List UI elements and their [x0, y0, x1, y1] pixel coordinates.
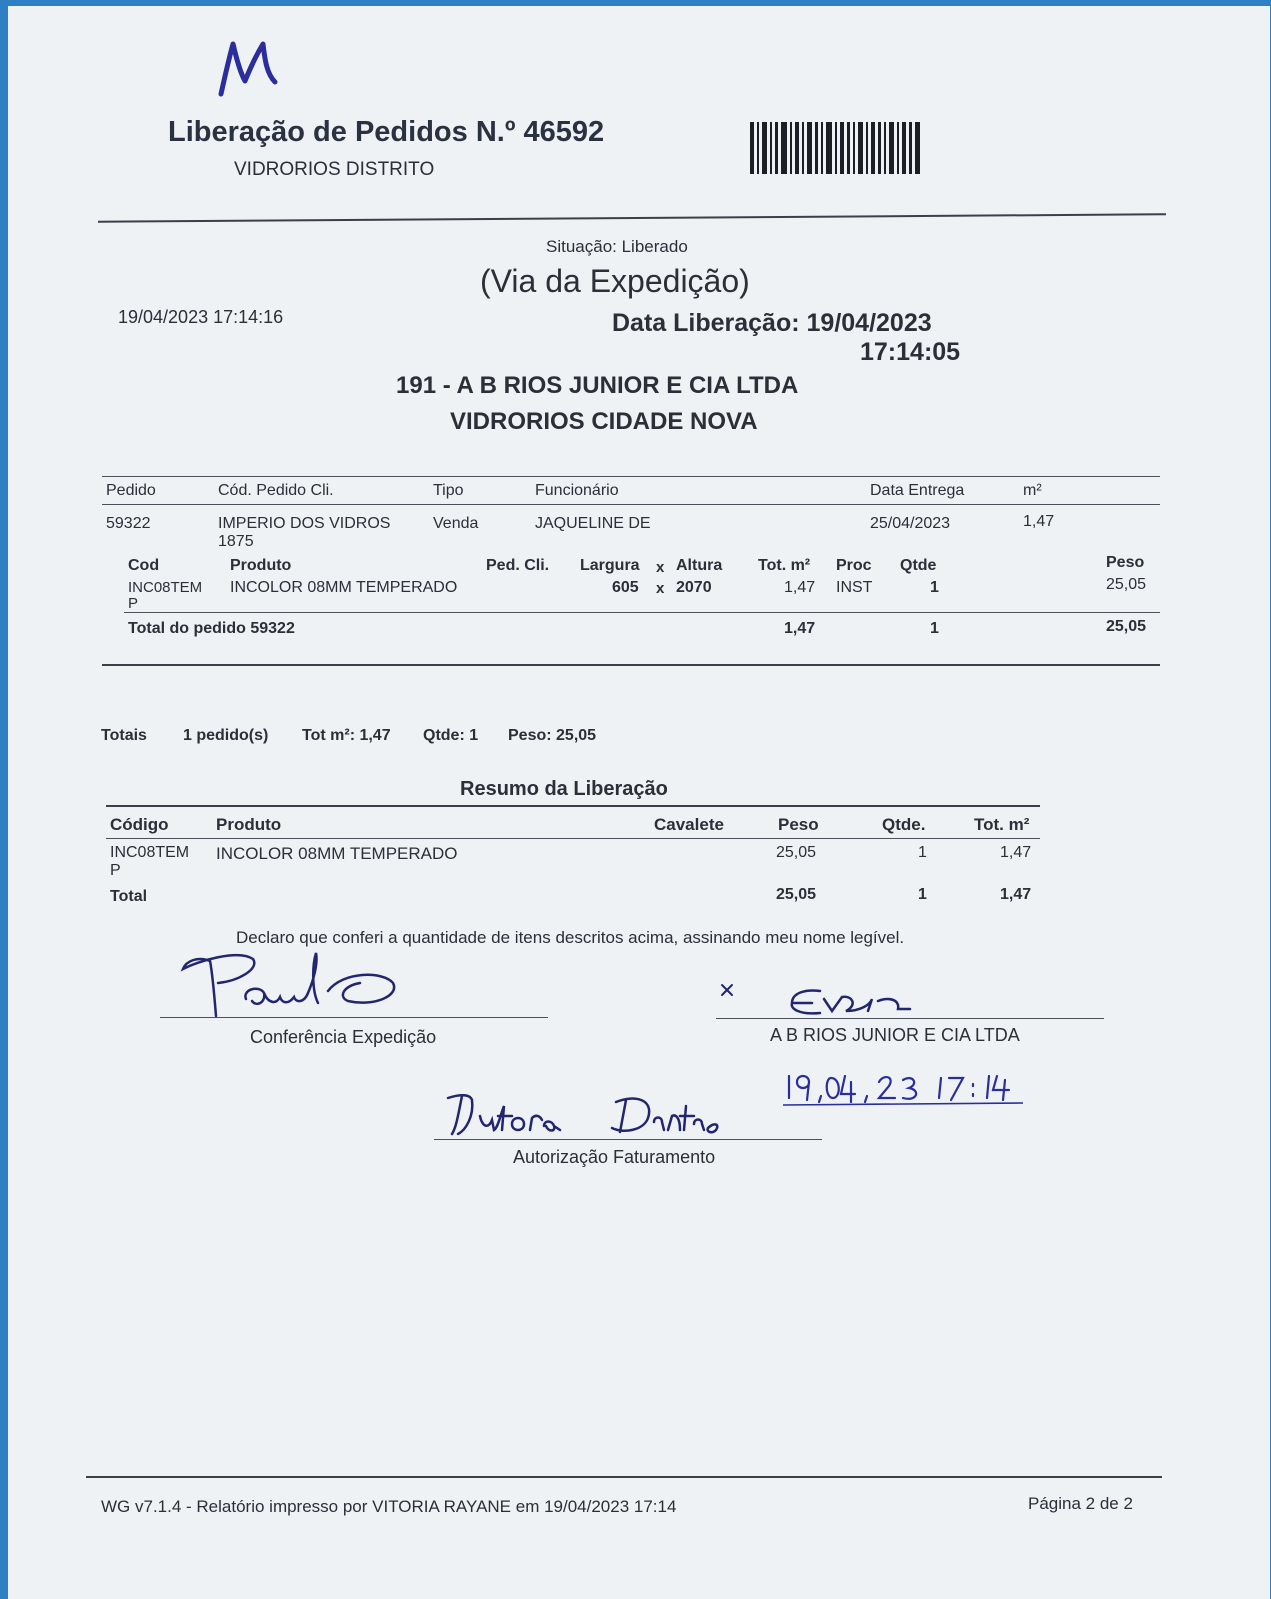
- totais-pedidos: 1 pedido(s): [183, 727, 269, 744]
- order-cod-pedido-cli-line2: 1875: [218, 533, 254, 550]
- cliente-signature: [720, 981, 940, 1026]
- totais-label: Totais: [101, 727, 147, 744]
- item-cod-line2: P: [128, 595, 139, 612]
- autorizacao-label: Autorização Faturamento: [513, 1147, 716, 1167]
- order-table-bottom-rule: [102, 664, 1160, 666]
- document-title: Liberação de Pedidos N.º 46592: [168, 116, 605, 148]
- order-cod-pedido-cli-line1: IMPERIO DOS VIDROS: [218, 515, 391, 532]
- resumo-header-peso: Peso: [778, 815, 819, 834]
- item-header-largura: Largura: [580, 557, 640, 574]
- resumo-header-cavalete: Cavalete: [654, 815, 724, 834]
- order-total-label: Total do pedido 59322: [128, 620, 295, 637]
- resumo-header-tot-m2: Tot. m²: [974, 815, 1030, 834]
- resumo-total-qtde: 1: [918, 886, 927, 903]
- order-m2: 1,47: [1023, 513, 1055, 530]
- resumo-total-tot-m2: 1,47: [1000, 886, 1032, 903]
- item-header-qtde: Qtde: [900, 557, 937, 574]
- item-header-x: x: [656, 559, 665, 576]
- order-tipo: Venda: [433, 515, 479, 532]
- col-header-tipo: Tipo: [433, 482, 464, 499]
- order-pedido: 59322: [106, 515, 151, 532]
- declaration-text: Declaro que conferi a quantidade de itens descritos acima, assinando meu nome legível.: [236, 928, 905, 947]
- col-header-data-entrega: Data Entrega: [870, 482, 965, 499]
- footer-page-number: Página 2 de 2: [1028, 1494, 1133, 1513]
- item-total-rule: [124, 612, 1160, 613]
- resumo-header-produto: Produto: [216, 815, 282, 834]
- resumo-peso: 25,05: [776, 844, 817, 861]
- client-store: VIDRORIOS CIDADE NOVA: [450, 408, 758, 435]
- item-peso: 25,05: [1106, 576, 1147, 593]
- resumo-header-codigo: Código: [110, 815, 169, 834]
- item-produto: INCOLOR 08MM TEMPERADO: [230, 579, 458, 596]
- resumo-codigo-line2: P: [110, 862, 121, 879]
- conferencia-signature: [168, 941, 438, 1026]
- status-situacao: Situação: Liberado: [546, 237, 688, 256]
- item-x: x: [656, 580, 665, 597]
- col-header-funcionario: Funcionário: [535, 482, 619, 499]
- handwritten-initial-mark: [213, 36, 283, 101]
- order-total-peso: 25,05: [1106, 618, 1147, 635]
- item-qtde: 1: [930, 579, 939, 596]
- item-header-altura: Altura: [676, 557, 723, 574]
- order-data-entrega: 25/04/2023: [870, 515, 951, 532]
- resumo-tot-m2: 1,47: [1000, 844, 1032, 861]
- order-total-qtde: 1: [930, 620, 939, 637]
- resumo-total-label: Total: [110, 888, 148, 905]
- item-header-peso: Peso: [1106, 554, 1145, 571]
- autorizacao-signature: [440, 1086, 740, 1146]
- totais-peso: Peso: 25,05: [508, 727, 597, 744]
- cliente-label: A B RIOS JUNIOR E CIA LTDA: [770, 1025, 1020, 1045]
- via-label: (Via da Expedição): [480, 263, 750, 299]
- item-altura: 2070: [676, 579, 712, 596]
- resumo-header-rule: [106, 838, 1040, 839]
- totais-tot-m2: Tot m²: 1,47: [302, 727, 391, 744]
- print-timestamp: 19/04/2023 17:14:16: [118, 307, 284, 327]
- item-header-ped-cli: Ped. Cli.: [486, 557, 550, 574]
- item-tot-m2: 1,47: [784, 579, 816, 596]
- document-subtitle: VIDRORIOS DISTRITO: [234, 159, 435, 180]
- resumo-total-peso: 25,05: [776, 886, 817, 903]
- order-total-m2: 1,47: [784, 620, 816, 637]
- autorizacao-signature-line: [434, 1139, 822, 1140]
- cliente-signature-line: [716, 1018, 1104, 1019]
- resumo-title: Resumo da Liberação: [460, 778, 668, 800]
- barcode: [750, 122, 940, 174]
- order-table-header-rule: [102, 504, 1160, 505]
- col-header-cod-pedido-cli: Cód. Pedido Cli.: [218, 482, 334, 499]
- resumo-qtde: 1: [918, 844, 927, 861]
- col-header-pedido: Pedido: [106, 482, 156, 499]
- document-page: [8, 6, 1270, 1599]
- item-header-cod: Cod: [128, 557, 160, 574]
- header-divider: [98, 213, 1166, 222]
- item-cod-line1: INC08TEM: [128, 579, 203, 596]
- item-header-tot-m2: Tot. m²: [758, 557, 811, 574]
- footer-printed-by: WG v7.1.4 - Relatório impresso por VITORIA RAYANE em 19/04/2023 17:14: [101, 1497, 677, 1516]
- item-largura: 605: [612, 579, 639, 596]
- data-liberacao-label: Data Liberação: 19/04/2023: [612, 309, 932, 337]
- order-table-top-rule: [102, 476, 1160, 477]
- item-header-proc: Proc: [836, 557, 872, 574]
- client-name: 191 - A B RIOS JUNIOR E CIA LTDA: [396, 372, 799, 399]
- totais-qtde: Qtde: 1: [423, 727, 479, 744]
- handwritten-date: [783, 1068, 1063, 1108]
- col-header-m2: m²: [1023, 482, 1042, 499]
- resumo-codigo-line1: INC08TEM: [110, 844, 190, 861]
- resumo-header-qtde: Qtde.: [882, 815, 926, 834]
- conferencia-signature-line: [160, 1017, 548, 1018]
- conferencia-label: Conferência Expedição: [250, 1027, 437, 1047]
- resumo-top-rule: [106, 805, 1040, 807]
- item-proc: INST: [836, 579, 873, 596]
- data-liberacao-time: 17:14:05: [860, 338, 961, 366]
- order-funcionario: JAQUELINE DE: [535, 515, 651, 532]
- footer-rule: [86, 1476, 1162, 1478]
- resumo-produto: INCOLOR 08MM TEMPERADO: [216, 844, 458, 863]
- item-header-produto: Produto: [230, 557, 292, 574]
